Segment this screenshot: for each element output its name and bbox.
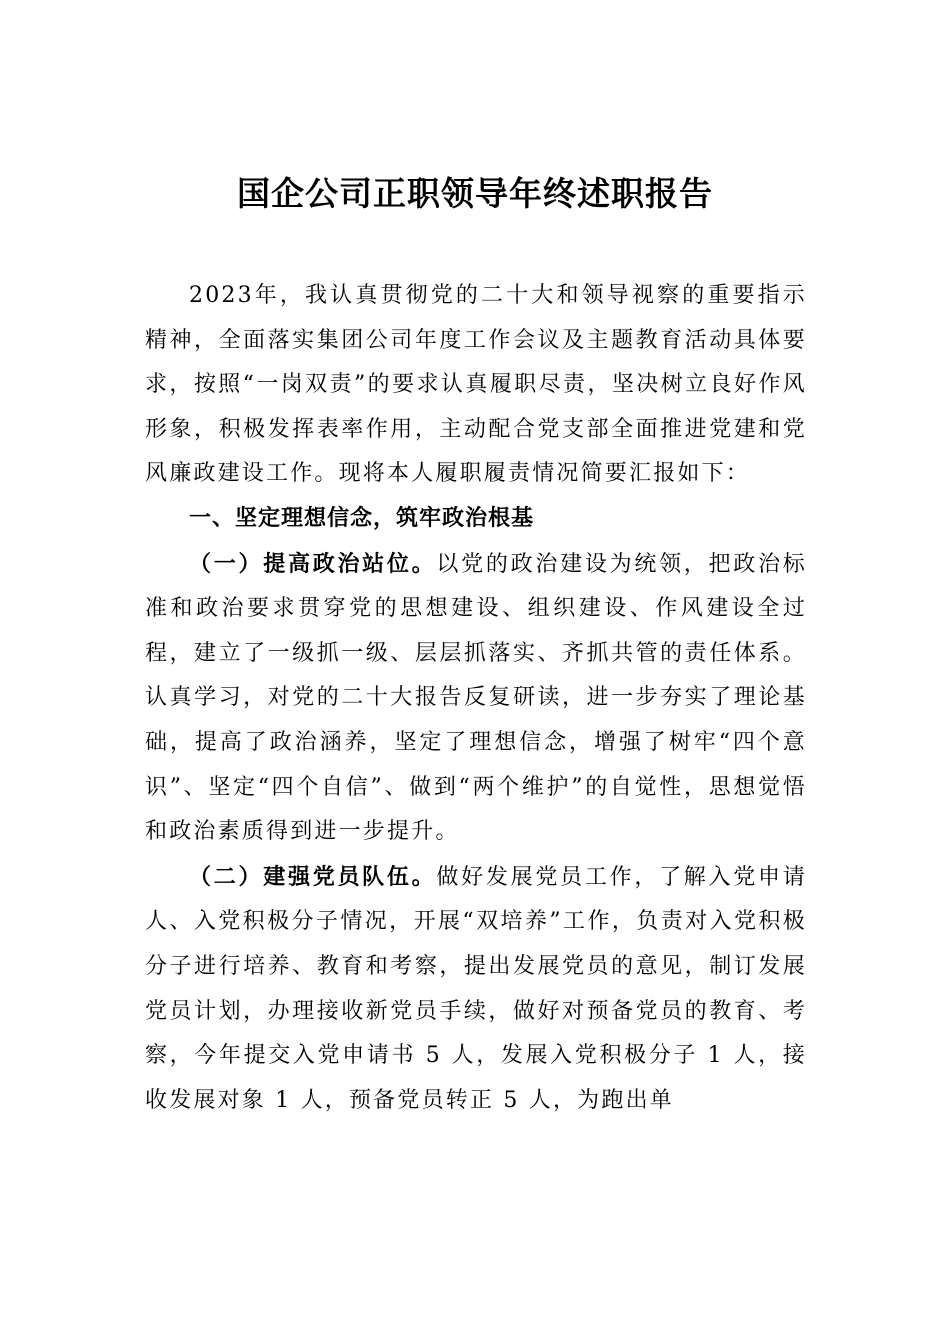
item-paragraph — [145, 542, 807, 855]
item-title: （一）提高政治站位。 — [189, 550, 437, 577]
item-text: 做好发展党员工作，了解入党申请人、入党积极分子情况，开展“双培养”工作，负责对入党积极分子进行培养、教育和考察，提出发展党员的意见，制订发展党员计划，办理接收新党员手续，做好对预备党员的教育、考察，今年提交入党申请书 5 人，发展入党积极分子 1 人，接收发展对象 1 人，预备党员转正 5 人，为跑出单 — [145, 864, 807, 1113]
item-text: 以党的政治建设为统领，把政治标准和政治要求贯穿党的思想建设、组织建设、作风建设全过程，建立了一级抓一级、层层抓落实、齐抓共管的责任体系。认真学习，对党的二十大报告反复研读，进一步夯实了理论基础，提高了政治涵养，坚定了理想信念，增强了树牢“四个意识”、坚定“四个自信”、做到“两个维护”的自觉性，思想觉悟和政治素质得到进一步提升。 — [145, 551, 807, 845]
item-title: （二）建强党员队伍。 — [189, 863, 437, 890]
item-paragraph — [145, 855, 807, 1124]
document-title: 国企公司正职领导年终述职报告 — [237, 174, 713, 213]
document-body — [145, 274, 807, 1123]
section-heading: 一、坚定理想信念，筑牢政治根基 — [189, 505, 535, 531]
intro-paragraph: 2023年，我认真贯彻党的二十大和领导视察的重要指示精神，全面落实集团公司年度工作会议及主题教育活动具体要求，按照“一岗双责”的要求认真履职尽责，坚决树立良好作风形象，积极发挥表率作用，主动配合党支部全面推进党建和党风廉政建设工作。现将本人履职履责情况简要汇报如下： — [145, 283, 807, 487]
